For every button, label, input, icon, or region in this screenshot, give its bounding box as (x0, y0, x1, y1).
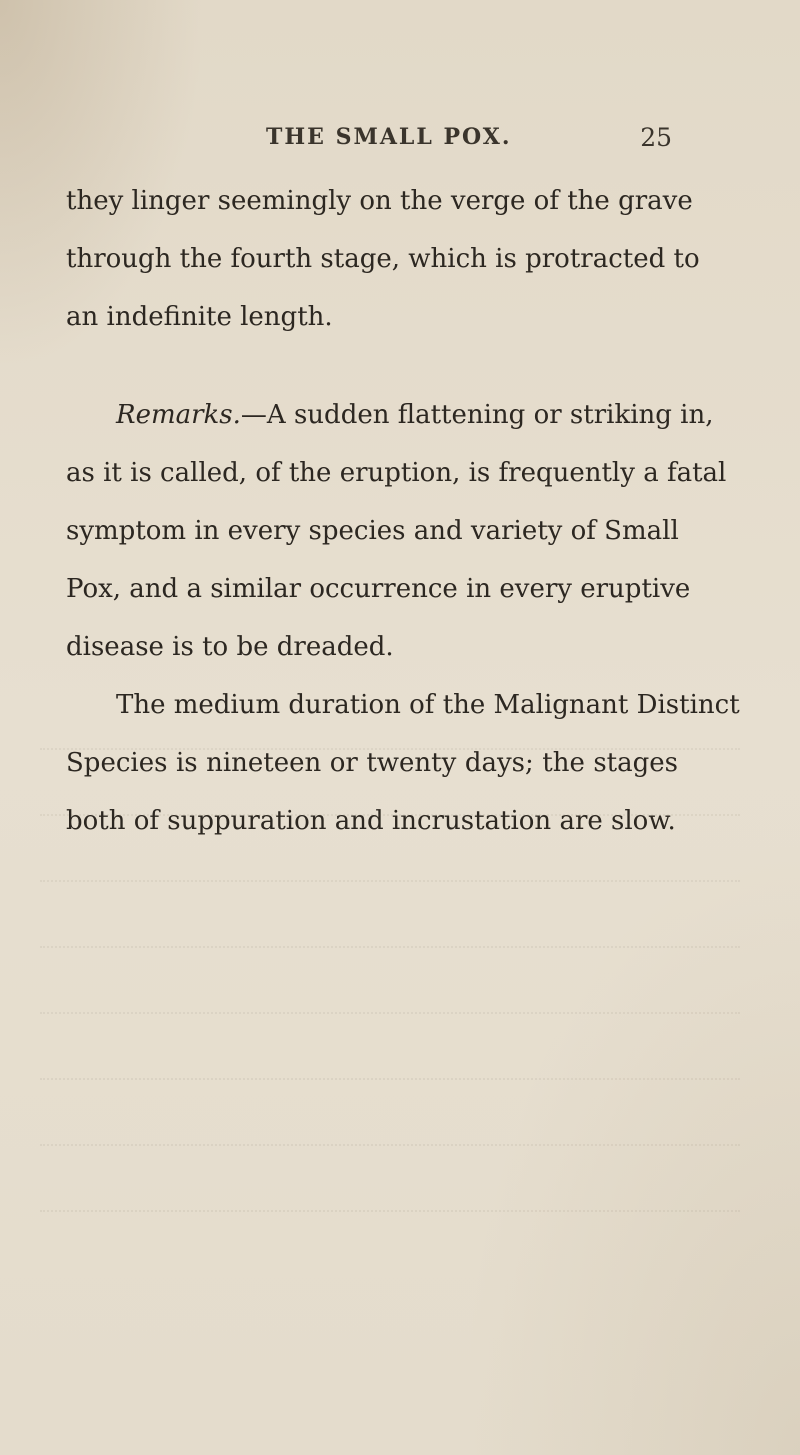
paragraph-1-line-2: through the fourth stage, which is protracted to (66, 244, 700, 274)
paragraph-gap (66, 346, 678, 386)
paragraph-3-line-3: both of suppuration and incrustation are slow. (66, 806, 676, 836)
paragraph-1 (66, 172, 700, 346)
body-text (66, 172, 740, 850)
paragraph-2-line-1-rest: —A sudden flattening or striking in, (240, 400, 714, 430)
page-number: 25 (640, 123, 672, 152)
paragraph-2 (66, 386, 727, 676)
paragraph-2-line-3: symptom in every species and variety of Small (66, 516, 679, 546)
paragraph-3 (66, 676, 740, 850)
paragraph-3-line-1: The medium duration of the Malignant Distinct (116, 690, 740, 720)
running-head: THE SMALL POX. (266, 124, 512, 150)
remarks-heading: Remarks. (116, 400, 241, 430)
paragraph-2-line-4: Pox, and a similar occurrence in every eruptive (66, 574, 691, 604)
paragraph-2-line-2: as it is called, of the eruption, is frequently a fatal (66, 458, 727, 488)
paragraph-1-line-3: an indefinite length. (66, 302, 333, 332)
paragraph-1-line-1: they linger seemingly on the verge of the grave (66, 186, 693, 216)
paragraph-2-line-5: disease is to be dreaded. (66, 632, 394, 662)
page-header (0, 124, 800, 164)
paragraph-2-line-1 (66, 386, 714, 444)
paragraph-3-line-2: Species is nineteen or twenty days; the stages (66, 748, 678, 778)
